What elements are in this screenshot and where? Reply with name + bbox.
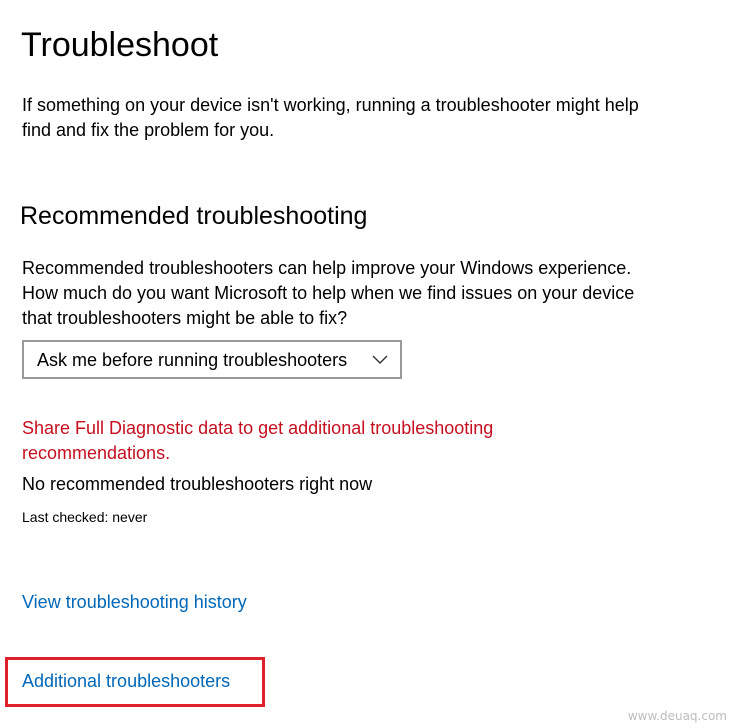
recommended-description: Recommended troubleshooters can help improve your Windows experience. How much do you want Microsoft to help when we find issues on your device that troubleshooters might be able to fix? [22,258,635,328]
view-troubleshooting-history-link[interactable]: View troubleshooting history [22,592,247,612]
recommended-troubleshooting-heading: Recommended troubleshooting [20,202,368,230]
recommended-status: No recommended troubleshooters right now [22,474,373,494]
intro-text: If something on your device isn't working, running a troubleshooter might help find and fix the problem for you. [22,95,639,140]
watermark: www.deuaq.com [627,709,727,723]
last-checked-text: Last checked: never [22,509,148,525]
share-diagnostic-data-link[interactable]: Share Full Diagnostic data to get additional troubleshooting recommendations. [22,418,494,463]
chevron-down-icon [372,352,388,366]
page-title: Troubleshoot [21,26,219,64]
troubleshooter-preference-dropdown[interactable] [22,340,402,379]
additional-troubleshooters-link[interactable]: Additional troubleshooters [22,671,231,691]
dropdown-selected-value: Ask me before running troubleshooters [37,349,348,370]
